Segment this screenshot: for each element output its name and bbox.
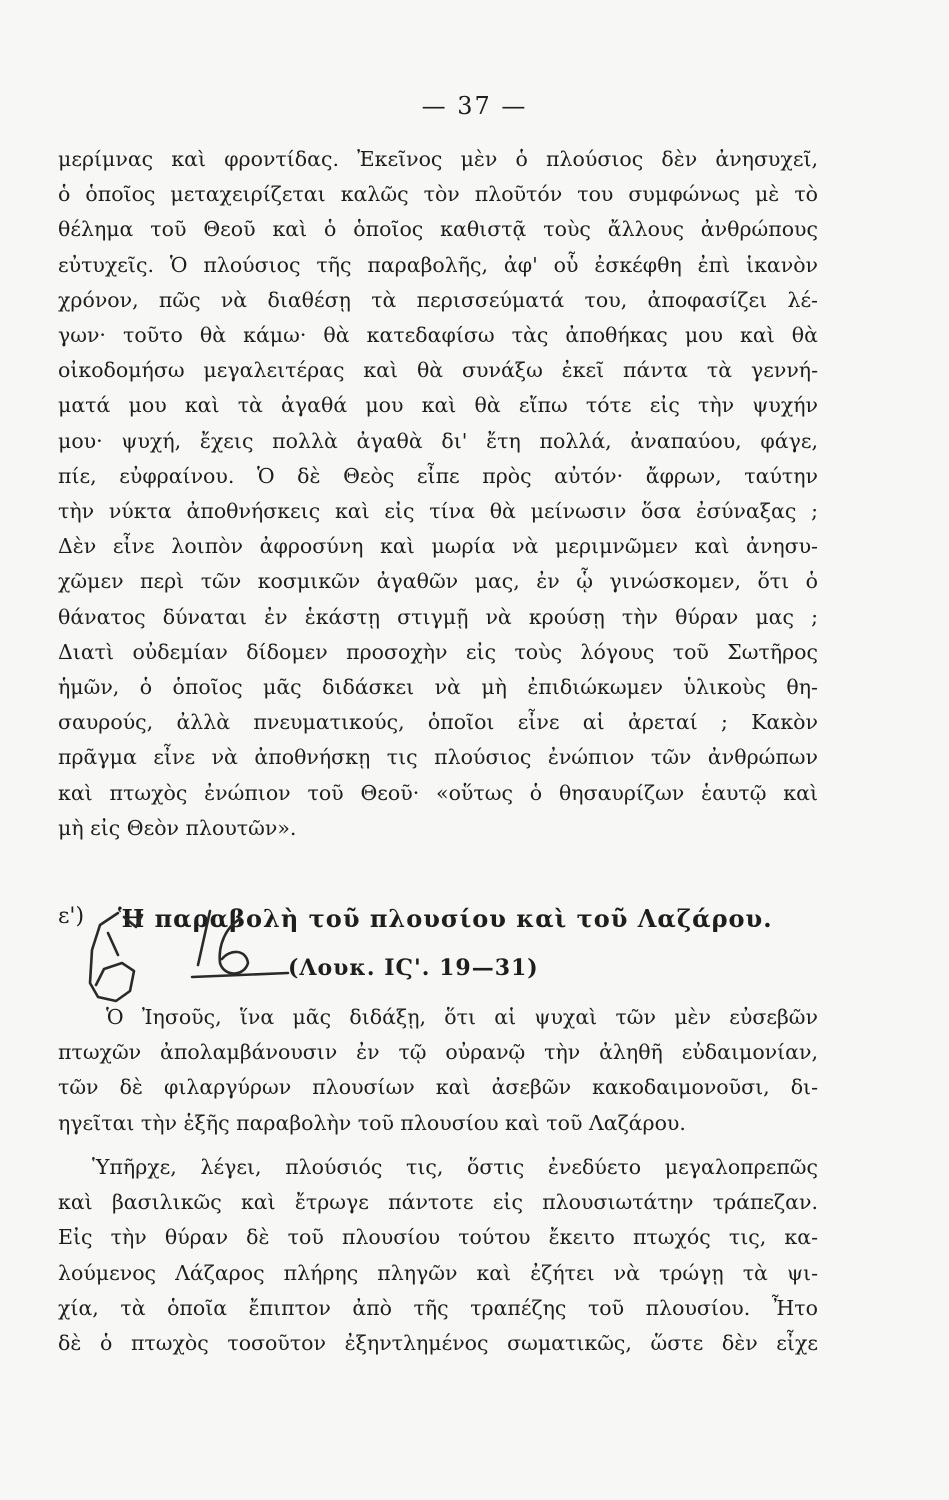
text-line: σαυρούς, ἀλλὰ πνευματικούς, ὁποῖοι εἶνε αἱ ἀρεταί ; Κακὸν: [58, 710, 818, 735]
paragraph-one: [58, 142, 818, 846]
text-line: πτωχῶν ἀπολαμβάνουσιν ἐν τῷ οὐρανῷ τὴν ἀληθῆ εὐδαιμονίαν,: [58, 1040, 818, 1065]
text-line: χία, τὰ ὁποῖα ἔπιπτον ἀπὸ τῆς τραπέζης τοῦ πλουσίου. Ἦτο: [58, 1295, 818, 1320]
section-number: ε'): [58, 904, 85, 929]
text-line: ἡμῶν, ὁ ὁποῖος μᾶς διδάσκει νὰ μὴ ἐπιδιώκωμεν ὑλικοὺς θη-: [58, 675, 818, 700]
text-line: Ὑπῆρχε, λέγει, πλούσιός τις, ὅστις ἐνεδύετο μεγαλοπρεπῶς: [92, 1155, 818, 1179]
page-number: — 37 —: [421, 92, 528, 120]
text-line: εὐτυχεῖς. Ὁ πλούσιος τῆς παραβολῆς, ἀφ' οὗ ἐσκέφθη ἐπὶ ἱκανὸν: [58, 252, 818, 277]
text-line: θέλημα τοῦ Θεοῦ καὶ ὁ ὁποῖος καθιστᾷ τοὺς ἄλλους ἀνθρώπους: [58, 217, 818, 242]
text-line: τὴν νύκτα ἀποθνήσκεις καὶ εἰς τίνα θὰ μείνωσιν ὅσα ἐσύναξας ;: [58, 499, 818, 524]
text-line: ματά μου καὶ τὰ ἀγαθά μου καὶ θὰ εἴπω τότε εἰς τὴν ψυχήν: [58, 393, 818, 418]
section-reference: (Λουκ. ΙϚ'. 19—31): [288, 955, 539, 981]
text-line: μερίμνας καὶ φροντίδας. Ἐκεῖνος μὲν ὁ πλούσιος δὲν ἀνησυχεῖ,: [58, 147, 818, 171]
text-line: πρᾶγμα εἶνε νὰ ἀποθνήσκῃ τις πλούσιος ἐνώπιον τῶν ἀνθρώπων: [58, 745, 818, 770]
text-line: Εἰς τὴν θύραν δὲ τοῦ πλουσίου τούτου ἔκειτο πτωχός τις, κα-: [58, 1225, 818, 1250]
paragraph-two: [58, 1000, 818, 1141]
text-line: Δὲν εἶνε λοιπὸν ἀφροσύνη καὶ μωρία νὰ μεριμνῶμεν καὶ ἀνησυ-: [58, 534, 818, 559]
text-line: τῶν δὲ φιλαργύρων πλουσίων καὶ ἀσεβῶν κακοδαιμονοῦσι, δι-: [58, 1075, 818, 1100]
text-line: μὴ εἰς Θεὸν πλουτῶν».: [58, 815, 297, 840]
text-line: θάνατος δύναται ἐν ἑκάστῃ στιγμῇ νὰ κρούσῃ τὴν θύραν μας ;: [58, 604, 818, 629]
text-line: πίε, εὐφραίνου. Ὁ δὲ Θεὸς εἶπε πρὸς αὐτόν· ἄφρων, ταύτην: [58, 463, 818, 488]
text-line: δὲ ὁ πτωχὸς τοσοῦτον ἐξηντλημένος σωματικῶς, ὥστε δὲν εἶχε: [58, 1331, 818, 1356]
text-line: καὶ πτωχὸς ἐνώπιον τοῦ Θεοῦ· «οὕτως ὁ θησαυρίζων ἑαυτῷ καὶ: [58, 780, 818, 805]
text-line: Διατὶ οὐδεμίαν δίδομεν προσοχὴν εἰς τοὺς λόγους τοῦ Σωτῆρος: [58, 639, 818, 664]
text-line: χρόνον, πῶς νὰ διαθέσῃ τὰ περισσεύματά του, ἀποφασίζει λέ-: [58, 287, 818, 312]
text-line: χῶμεν περὶ τῶν κοσμικῶν ἀγαθῶν μας, ἐν ᾧ γινώσκομεν, ὅτι ὁ: [58, 569, 818, 594]
text-line: Ὁ Ἰησοῦς, ἵνα μᾶς διδάξῃ, ὅτι αἱ ψυχαὶ τῶν μὲν εὐσεβῶν: [106, 1005, 818, 1029]
paragraph-three: [58, 1150, 818, 1361]
section-title: Ἡ παραβολὴ τοῦ πλουσίου καὶ τοῦ Λαζάρου.: [118, 904, 773, 933]
text-line: γων· τοῦτο θὰ κάμω· θὰ κατεδαφίσω τὰς ἀποθήκας μου καὶ θὰ: [58, 323, 818, 348]
text-line: μου· ψυχή, ἔχεις πολλὰ ἀγαθὰ δι' ἔτη πολλά, ἀναπαύου, φάγε,: [58, 428, 818, 453]
text-line: λούμενος Λάζαρος πλήρης πληγῶν καὶ ἐζήτει νὰ τρώγῃ τὰ ψι-: [58, 1260, 818, 1285]
text-line: ὁ ὁποῖος μεταχειρίζεται καλῶς τὸν πλοῦτόν του συμφώνως μὲ τὸ: [58, 182, 818, 207]
text-line: οἰκοδομήσω μεγαλειτέρας καὶ θὰ συνάξω ἐκεῖ πάντα τὰ γεννή-: [58, 358, 818, 383]
text-line: ηγεῖται τὴν ἑξῆς παραβολὴν τοῦ πλουσίου καὶ τοῦ Λαζάρου.: [58, 1110, 686, 1135]
text-line: καὶ βασιλικῶς καὶ ἔτρωγε πάντοτε εἰς πλουσιωτάτην τράπεζαν.: [58, 1190, 818, 1215]
